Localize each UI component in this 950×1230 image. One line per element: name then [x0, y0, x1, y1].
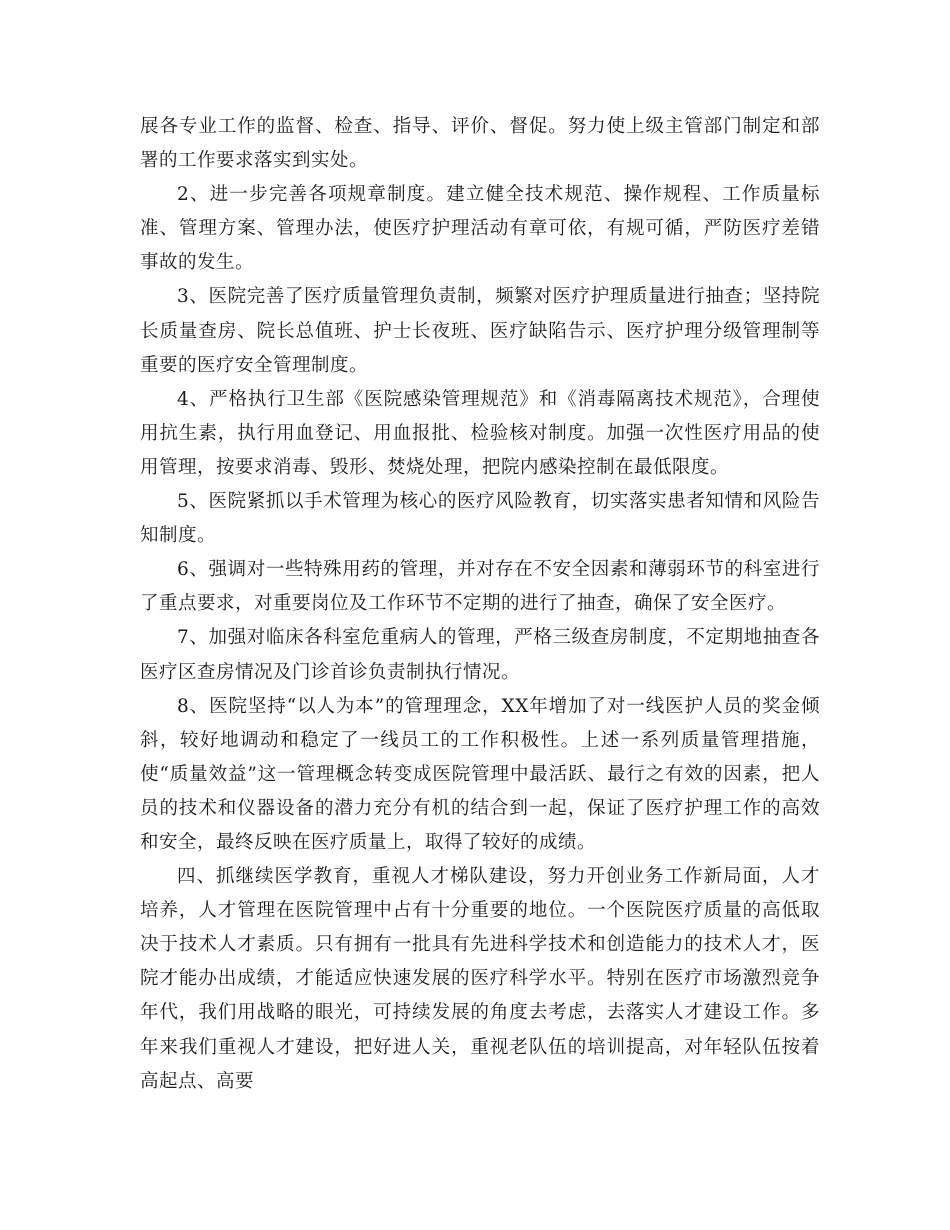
paragraph-item-2: 2、进一步完善各项规章制度。建立健全技术规范、操作规程、工作质量标准、管理方案、管理办法，使医疗护理活动有章可依，有规可循，严防医疗差错事故的发生。	[140, 184, 820, 274]
paragraph-item-3: 3、医院完善了医疗质量管理负责制，频繁对医疗护理质量进行抽查；坚持院长质量查房、院长总值班、护士长夜班、医疗缺陷告示、医疗护理分级管理制等重要的医疗安全管理制度。	[140, 286, 820, 376]
paragraph-item-7: 7、加强对临床各科室危重病人的管理，严格三级查房制度，不定期地抽查各医疗区查房情况及门诊首诊负责制执行情况。	[140, 627, 820, 683]
paragraph-item-4: 4、严格执行卫生部《医院感染管理规范》和《消毒隔离技术规范》，合理使用抗生素，执行用血登记、用血报批、检验核对制度。加强一次性医疗用品的使用管理，按要求消毒、毁形、焚烧处理，把院内感染控制在最低限度。	[140, 388, 820, 478]
paragraph-item-8: 8、医院坚持“以人为本”的管理理念，XX年增加了对一线医护人员的奖金倾斜，较好地调动和稳定了一线员工的工作积极性。上述一系列质量管理措施，使“质量效益”这一管理概念转变成医院管理中最活跃、最行之有效的因素，把人员的技术和仪器设备的潜力充分有机的结合到一起，保证了医疗护理工作的高效和安全，最终反映在医疗质量上，取得了较好的成绩。	[140, 695, 820, 853]
paragraph-section-4: 四、抓继续医学教育，重视人才梯队建设，努力开创业务工作新局面，人才培养，人才管理在医院管理中占有十分重要的地位。一个医院医疗质量的高低取决于技术人才素质。只有拥有一批具有先进科学技术和创造能力的技术人才，医院才能办出成绩，才能适应快速发展的医疗科学水平。特别在医疗市场激烈竞争年代，我们用战略的眼光，可持续发展的角度去考虑，去落实人才建设工作。多年来我们重视人才建设，把好进人关，重视老队伍的培训提高，对年轻队伍按着高起点、高要	[140, 866, 820, 1092]
paragraph-item-5: 5、医院紧抓以手术管理为核心的医疗风险教育，切实落实患者知情和风险告知制度。	[140, 491, 820, 547]
paragraph-continuation: 展各专业工作的监督、检查、指导、评价、督促。努力使上级主管部门制定和部署的工作要求落实到实处。	[140, 116, 820, 172]
document-body	[140, 110, 820, 1099]
paragraph-item-6: 6、强调对一些特殊用药的管理，并对存在不安全因素和薄弱环节的科室进行了重点要求，对重要岗位及工作环节不定期的进行了抽查，确保了安全医疗。	[140, 559, 820, 615]
